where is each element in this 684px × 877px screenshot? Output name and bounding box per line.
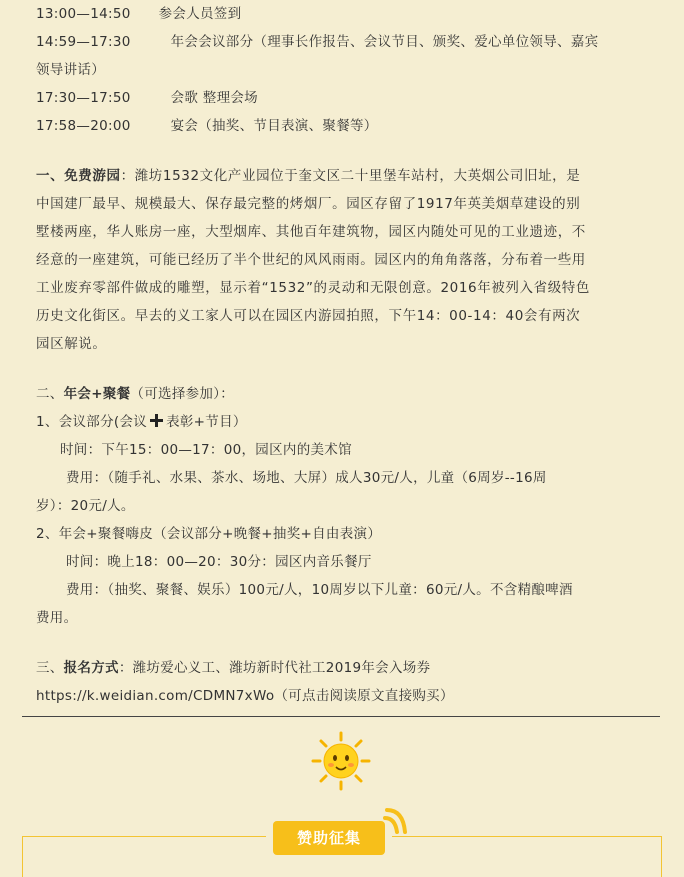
schedule-row bbox=[36, 28, 648, 56]
meeting-part-label-tail: 表彰+节目） bbox=[166, 414, 247, 430]
section-prefix: 三、 bbox=[36, 660, 64, 676]
divider bbox=[22, 716, 660, 717]
schedule-text: 年会会议部分（理事长作报告、会议节目、颁奖、爱心单位领导、嘉宾 bbox=[170, 34, 599, 50]
schedule-time: 17:30—17:50 bbox=[36, 90, 131, 106]
meeting-time: 时间：下午15：00—17：00，园区内的美术馆 bbox=[60, 442, 352, 458]
schedule-row bbox=[36, 56, 648, 84]
meeting-part-label: 1、会议部分(会议 bbox=[36, 414, 148, 430]
article-content bbox=[36, 0, 648, 710]
meeting-fee: 费用：（随手礼、水果、茶水、场地、大屏）成人30元/人，儿童（6周岁--16周 bbox=[66, 470, 547, 486]
registration-section bbox=[36, 654, 648, 710]
free-tour-heading: 一、免费游园 bbox=[36, 168, 121, 184]
annual-meeting-note: （可选择参加）： bbox=[130, 386, 235, 402]
annual-meeting-section bbox=[36, 380, 648, 632]
free-tour-line: 墅楼两座，华人账房一座，大型烟库、其他百年建筑物，园区内随处可见的工业遗迹，不 bbox=[36, 224, 586, 240]
schedule bbox=[36, 0, 648, 140]
free-tour-line: 中国建厂最早、规模最大、保存最完整的烤烟厂。园区存留了1917年英美烟草建设的别 bbox=[36, 196, 581, 212]
schedule-time: 17:58—20:00 bbox=[36, 118, 131, 134]
signal-wave-icon bbox=[377, 804, 413, 840]
schedule-time: 13:00—14:50 bbox=[36, 6, 131, 22]
schedule-row bbox=[36, 0, 648, 28]
annual-meeting-heading: 年会+聚餐 bbox=[63, 386, 131, 402]
plus-icon bbox=[150, 414, 163, 427]
free-tour-line: 经意的一座建筑，可能已经历了半个世纪的风风雨雨。园区内的角角落落，分布着一些用 bbox=[36, 252, 586, 268]
schedule-text: 会歌 整理会场 bbox=[170, 90, 258, 106]
free-tour-line: ：潍坊1532文化产业园位于奎文区二十里堡车站村，大英烟公司旧址，是 bbox=[120, 168, 581, 184]
free-tour-section bbox=[36, 162, 648, 358]
party-fee: 费用：（抽奖、聚餐、娱乐）100元/人，10周岁以下儿童：60元/人。不含精酿啤酒 bbox=[66, 582, 573, 598]
free-tour-line: 历史文化街区。早去的义工家人可以在园区内游园拍照，下午14：00-14：40会有两次 bbox=[36, 308, 581, 324]
schedule-text: 领导讲话） bbox=[36, 62, 105, 78]
party-part-label: 2、年会+聚餐嗨皮（会议部分+晚餐+抽奖+自由表演） bbox=[36, 526, 382, 542]
meeting-fee-cont: 岁）：20元/人。 bbox=[36, 498, 135, 514]
section-prefix: 二、 bbox=[36, 386, 64, 402]
sponsor-title: 赞助征集 bbox=[273, 821, 385, 855]
party-fee-cont: 费用。 bbox=[36, 610, 78, 626]
schedule-text: 宴会（抽奖、节目表演、聚餐等） bbox=[170, 118, 378, 134]
free-tour-line: 工业废弃零部件做成的雕塑，显示着“1532”的灵动和无限创意。2016年被列入省级特色 bbox=[36, 280, 590, 296]
sun-emoji-icon bbox=[310, 730, 372, 792]
schedule-row bbox=[36, 112, 648, 140]
free-tour-line: 园区解说。 bbox=[36, 336, 107, 352]
schedule-text: 参会人员签到 bbox=[158, 6, 242, 22]
registration-heading: 报名方式 bbox=[63, 660, 119, 676]
registration-text: ：潍坊爱心义工、潍坊新时代社工2019年会入场券 bbox=[118, 660, 431, 676]
party-time: 时间：晚上18：00—20：30分：园区内音乐餐厅 bbox=[66, 554, 372, 570]
schedule-time: 14:59—17:30 bbox=[36, 34, 131, 50]
registration-link[interactable]: https://k.weidian.com/CDMN7xWo（可点击阅读原文直接购买） bbox=[36, 688, 454, 704]
schedule-row bbox=[36, 84, 648, 112]
